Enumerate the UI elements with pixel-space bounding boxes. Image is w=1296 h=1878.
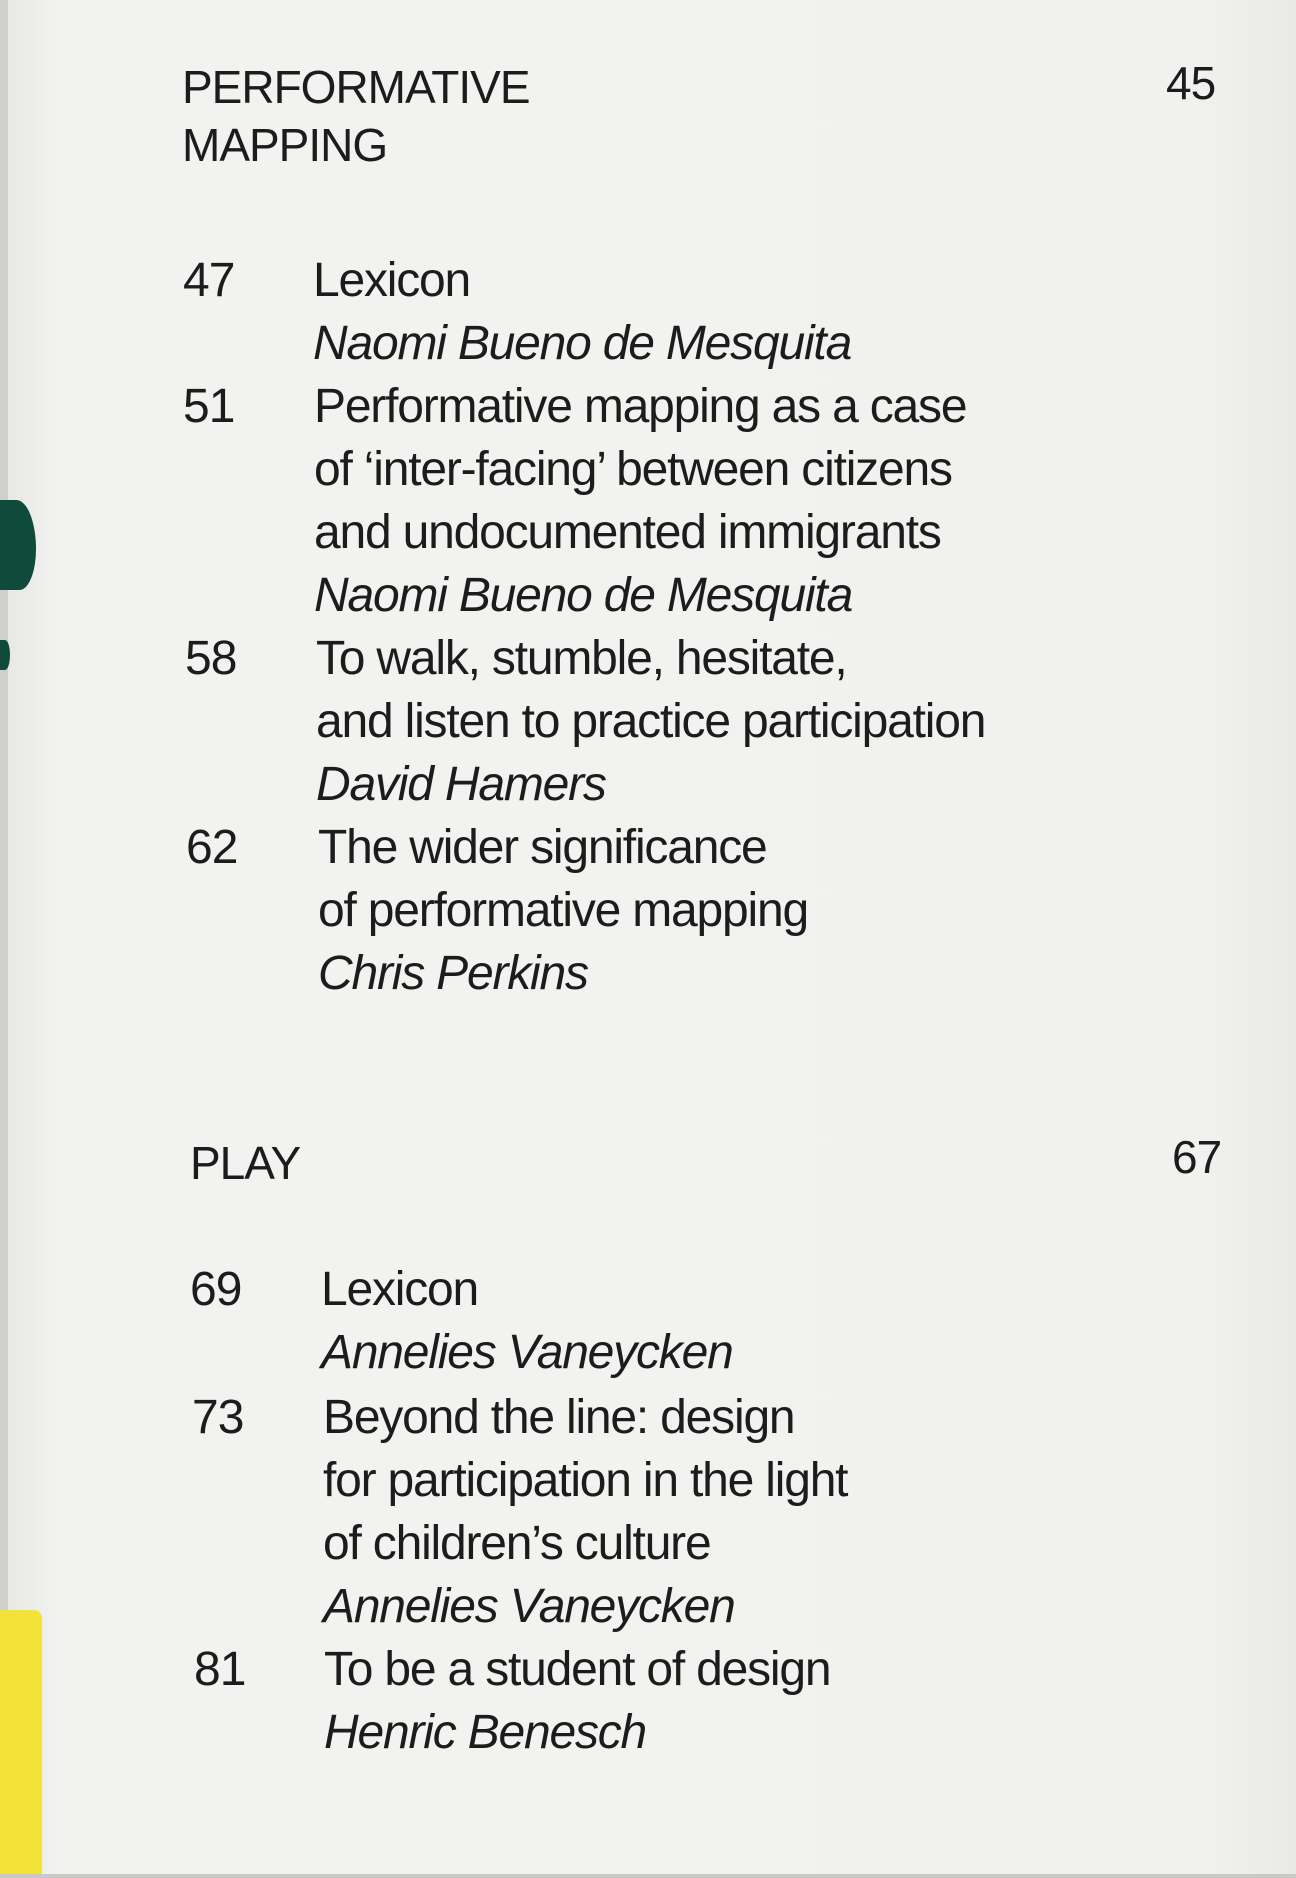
entry-title: Beyond the line: design for participation in the light of children’s culture (323, 1391, 848, 1570)
green-ink-blot (0, 500, 36, 590)
entry-title: The wider significance of performative mapping (318, 821, 808, 937)
entry-page-number: 62 (186, 821, 238, 874)
entry-author: Annelies Vaneycken (321, 1326, 733, 1379)
entry-page-number: 58 (185, 632, 237, 685)
section-title: PLAY (190, 1137, 301, 1189)
entry-page-number: 81 (194, 1643, 246, 1696)
entry-page-number: 47 (183, 254, 235, 307)
entry-author: Chris Perkins (318, 947, 588, 1000)
green-ink-blot (0, 640, 10, 670)
page-edge (0, 0, 8, 1878)
yellow-ink-mark (0, 1610, 42, 1878)
page-bottom-edge (0, 1874, 1296, 1878)
entry-title: To walk, stumble, hesitate, and listen to practice participation (316, 632, 986, 748)
entry-author: Naomi Bueno de Mesquita (313, 317, 852, 370)
entry-author: Naomi Bueno de Mesquita (314, 569, 853, 622)
entry-page-number: 51 (183, 380, 235, 433)
section-title: PERFORMATIVE MAPPING (182, 61, 530, 171)
entry-page-number: 73 (192, 1391, 244, 1444)
entry-author: Annelies Vaneycken (323, 1580, 735, 1633)
entry-title: Performative mapping as a case of ‘inter-facing’ between citizens and undocumented immigrants (314, 380, 967, 559)
entry-page-number: 69 (190, 1263, 242, 1316)
entry-author: David Hamers (316, 758, 606, 811)
entry-title: Lexicon (313, 254, 471, 307)
entry-title: To be a student of design (324, 1643, 831, 1696)
section-page-number: 45 (1166, 57, 1216, 109)
entry-author: Henric Benesch (324, 1706, 647, 1759)
section-page-number: 67 (1172, 1131, 1222, 1183)
entry-title: Lexicon (321, 1263, 479, 1316)
